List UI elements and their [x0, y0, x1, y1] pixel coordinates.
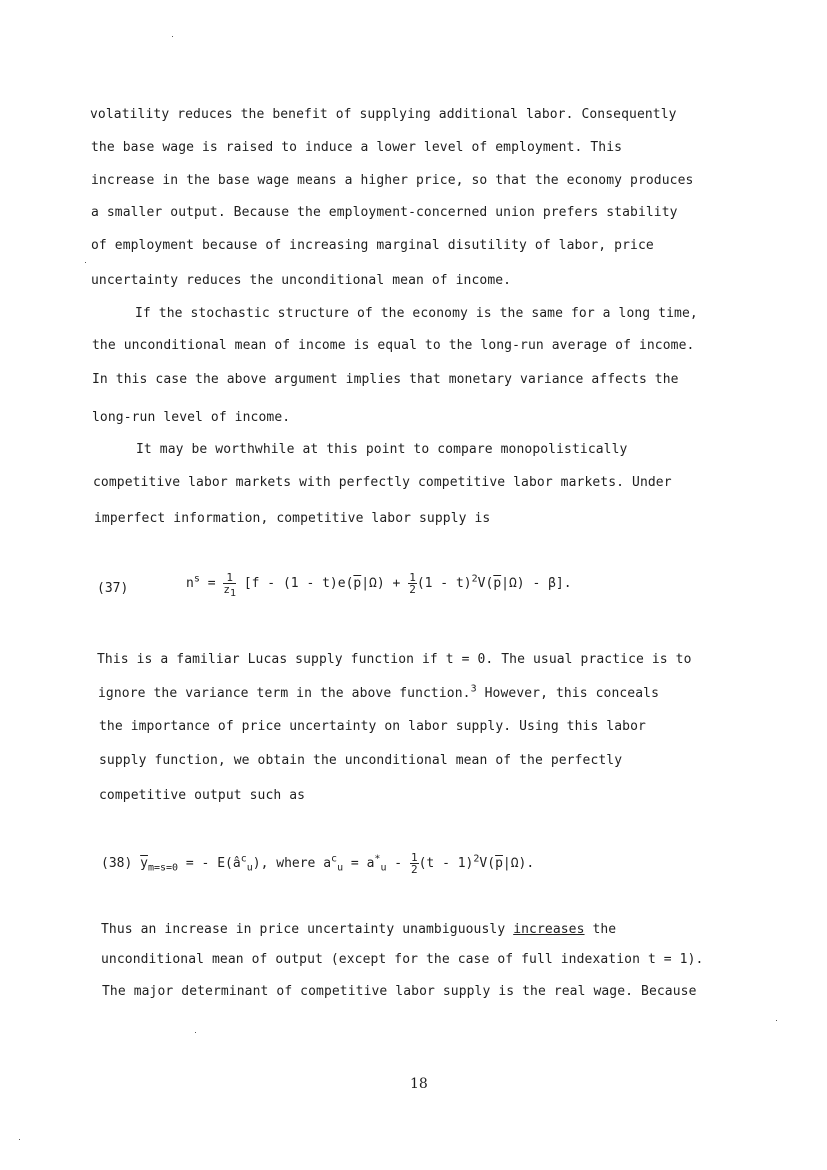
text-line: volatility reduces the benefit of supplying additional labor. Consequently: [90, 107, 677, 122]
text-line: the base wage is raised to induce a lower level of employment. This: [91, 140, 623, 155]
text-line: unconditional mean of output (except for the case of full indexation t = 1).: [101, 952, 704, 967]
scan-speck: [19, 1139, 20, 1140]
text-line: If the stochastic structure of the economy is the same for a long time,: [135, 306, 698, 321]
scan-speck: [195, 1032, 196, 1033]
eq37-lhs: n: [186, 576, 194, 591]
eq38-frac: $\frac{1}{2}$: [410, 851, 418, 876]
text-line: the importance of price uncertainty on labor supply. Using this labor: [99, 719, 646, 734]
text-line: In this case the above argument implies that monetary variance affects the: [92, 372, 679, 387]
footnote-mark: 3: [470, 683, 477, 695]
equation-number: (37): [97, 581, 129, 596]
text-line: a smaller output. Because the employment-concerned union prefers stability: [91, 205, 678, 220]
text-line: increase in the base wage means a higher price, so that the economy produces: [91, 173, 694, 188]
equation-number: (38): [101, 856, 133, 871]
text-line: Thus an increase in price uncertainty unambiguously increases the: [101, 922, 617, 937]
text-line: competitive labor markets with perfectly competitive labor markets. Under: [93, 475, 672, 490]
text-line: imperfect information, competitive labor supply is: [94, 511, 491, 526]
eq37-frac2: $\frac{1}{2}$: [409, 571, 416, 596]
text-line: The major determinant of competitive labor supply is the real wage. Because: [102, 984, 697, 999]
eq37-lhs-sup: s: [193, 573, 200, 585]
equation-38: (38) $\overline{y}_{m=s=0}$ = - $E(a^c_u)$, where $a^c_u = a^*_u$ - $\frac{1}{2}$ $(t - 1)^2V(\overline{p}|\Omega)$.: [101, 851, 535, 876]
text-line: of employment because of increasing marginal disutility of labor, price: [91, 238, 654, 253]
scan-speck: [776, 1020, 777, 1021]
scan-speck: [85, 262, 86, 263]
equation-37: $n^s$ = $\frac{1}{z_1}$ [$f - (1 - t)e(\overline{p}|\Omega)$ + $\frac{1}{2}$ $(1 - t)^2V(\overline{p}|\Omega) - \beta$].: [186, 571, 572, 600]
text-line: long-run level of income.: [92, 410, 291, 425]
emphasis-underline: increases: [513, 922, 585, 937]
page-number: 18: [410, 1076, 428, 1092]
text-line: uncertainty reduces the unconditional mean of income.: [91, 273, 512, 288]
eq37-frac1: $\frac{1}{z_1}$: [223, 571, 236, 600]
text-line: It may be worthwhile at this point to compare monopolistically: [136, 442, 628, 457]
text-line: supply function, we obtain the unconditional mean of the perfectly: [99, 753, 623, 768]
text-line: competitive output such as: [99, 788, 306, 803]
text-line: the unconditional mean of income is equal to the long-run average of income.: [92, 338, 695, 353]
text-line: ignore the variance term in the above function.$^3$ However, this conceals: [98, 683, 660, 701]
scan-speck: [172, 36, 173, 37]
text-line: This is a familiar Lucas supply function if t = 0. The usual practice is to: [97, 652, 692, 667]
